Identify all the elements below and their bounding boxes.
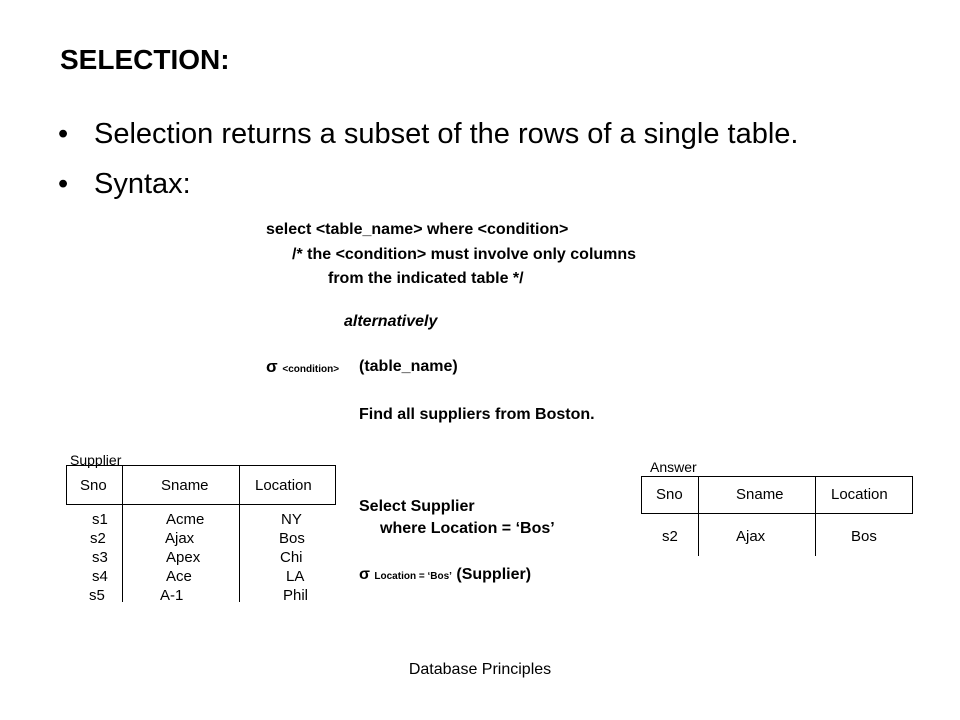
table-cell: Ace [166, 568, 192, 585]
sigma-argument: (Supplier) [456, 566, 532, 583]
syntax-line-select: select <table_name> where <condition> [266, 221, 569, 238]
supplier-table-caption: Supplier [70, 452, 122, 468]
sigma-symbol: σ [266, 357, 278, 376]
table-cell: s1 [92, 511, 108, 528]
answer-table-caption: Answer [650, 459, 697, 475]
syntax-line-comment-cont: from the indicated table */ [328, 270, 524, 287]
table-cell: s3 [92, 549, 108, 566]
sigma-syntax [266, 357, 339, 377]
syntax-line-comment: /* the <condition> must involve only columns [292, 246, 637, 263]
table-cell: Ajax [165, 530, 195, 547]
bullet-glyph: • [58, 118, 69, 150]
column-header-location: Location [831, 486, 888, 503]
sigma-subscript: <condition> [282, 364, 340, 375]
table-cell: Chi [280, 549, 303, 566]
example-question: Find all suppliers from Boston. [359, 406, 595, 423]
bullet-syntax [58, 168, 191, 201]
table-cell: Acme [166, 511, 205, 528]
slide-title: SELECTION: [60, 44, 230, 75]
table-cell: s2 [662, 528, 678, 545]
example-select-line: Select Supplier [359, 498, 475, 515]
table-cell: Bos [279, 530, 305, 547]
example-where-line: where Location = ‘Bos’ [380, 520, 555, 537]
table-cell: s5 [89, 587, 105, 604]
table-cell: s2 [90, 530, 106, 547]
table-cell: Bos [851, 528, 877, 545]
table-cell: s4 [92, 568, 108, 585]
bullet-text: Syntax: [94, 168, 191, 200]
column-header-sno: Sno [80, 477, 107, 494]
sigma-argument: (table_name) [359, 358, 458, 375]
alternatively-label: alternatively [344, 313, 438, 330]
supplier-table [66, 465, 336, 602]
bullet-selection-definition [58, 118, 798, 151]
table-cell: Phil [283, 587, 309, 604]
answer-table [641, 476, 913, 556]
example-sigma-expression [359, 566, 531, 584]
table-cell: NY [281, 511, 302, 528]
column-header-location: Location [255, 477, 312, 494]
bullet-text: Selection returns a subset of the rows of a single table. [94, 118, 799, 150]
sigma-subscript: Location = ‘Bos’ [374, 571, 452, 582]
column-header-sname: Sname [736, 486, 784, 503]
bullet-glyph: • [58, 168, 69, 200]
table-cell: Ajax [736, 528, 766, 545]
table-cell: Apex [166, 549, 201, 566]
column-header-sno: Sno [656, 486, 683, 503]
sigma-symbol: σ [359, 566, 370, 583]
slide-footer: Database Principles [408, 661, 552, 678]
column-header-sname: Sname [161, 477, 209, 494]
table-cell: LA [286, 568, 305, 585]
table-cell: A-1 [160, 587, 184, 604]
